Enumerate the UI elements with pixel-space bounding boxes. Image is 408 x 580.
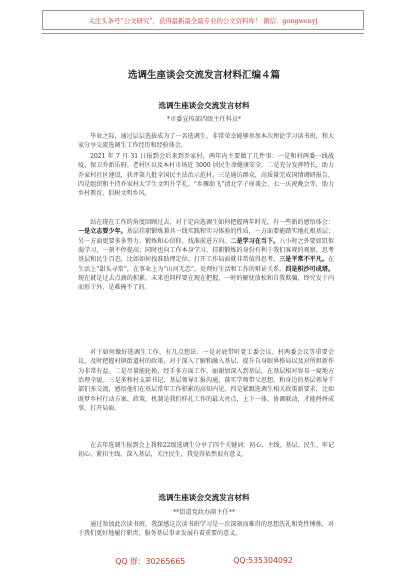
header-divider <box>42 33 364 34</box>
point-2-highlight: 二是学习在当下。 <box>230 237 280 245</box>
qq-group-number: QQ 群：30265665 <box>115 557 186 566</box>
article-1-paragraph-2: 2021 年 7 月 31 日报到会后来到乔家村，两年内主要做了几件事：一是和村两委一线战疫，保卫乔新乐府。老村区以及本村市场近 3000 居民生命健康安全。二是充分发挥特长，助力乔家村社区建设，获评第九批全国民主法治示范村。三是通访群众，高质量完成国情调研报告，四是组织和主持乔家村大学生文明升学礼。“乡雁助飞”清北学子座谈会、七一庆祝晚会等，助力乡村教育，倡树文明乡风。 <box>78 153 334 198</box>
document-title: 选调生座谈会交流发言材料汇编４篇 <box>127 70 280 81</box>
article-1-byline: *市委宣传部四级主任科员* <box>166 116 242 123</box>
point-1-text: 基层挂职锻炼兼具一线实践和实习体验的性质，一方面要能踏实地扎根基层；另一方面更要多多努力、锻炼和心信仰、找准前进方向。 <box>78 228 335 245</box>
promo-banner: 关注头条号“公文研究”，获得最新最全最专业的公文资料库！ 微信：gongwenyj <box>42 10 364 30</box>
qq-number: QQ:535304092 <box>233 556 293 565</box>
point-3-text: 在生活上“甜头寻常”，在事业上为“山河无恙”，处理好生活和工作的辩证关系。 <box>78 256 335 273</box>
article-1-paragraph-3 <box>78 218 334 293</box>
article-2-byline: **街道党政办副主任** <box>173 509 235 516</box>
point-2-text: 八小时之外要如饥似渴学习，一刻不停提高；同时也向工作本身学习。挂职锻炼的身份有利于我们客观的观察、思考基层和民生百态，比如如何找准助理定位、打开工作局面就非常值得思考。 <box>78 237 335 264</box>
article-2-title: 选调生座谈会交流发言材料 <box>158 493 250 502</box>
article-1-title: 选调生座谈会交流发言材料 <box>158 101 250 110</box>
article-1-paragraph-5: 在去年选调生报到会上我和22级选调生分享了四个关键词：初心、主线、基层、民生、牢记初心、紧扣主线、深入基层，关注民生，我觉得依然很有意义。 <box>78 442 334 459</box>
article-2-paragraph-1: 通过参加此次读书班，我深感这次读书班学习是一次深刻而难得的思想洗礼和党性锤炼，对于我们更好地履行职责、服务基层事业发展有着重要的意义。 <box>78 521 334 538</box>
contact-footer <box>0 556 408 567</box>
point-4-text: 现在就是过去点滴的积累，未来也同样要在现在把握，一时的解忧放松和自我欺骗，终究发于内而形于外，是难掩不了的。 <box>78 275 334 292</box>
point-3-highlight: 三是平常不平凡。 <box>279 256 328 264</box>
paragraph-3-intro: 站在现在工作的角度回顾过去，对于定向选调生如何把握两年时光，有一些新的感悟体会： <box>90 219 334 226</box>
point-1-highlight: 一是立志要少年。 <box>78 228 127 236</box>
point-4-highlight: 四是积沙可成塔。 <box>285 265 334 273</box>
article-1-paragraph-1: 毕业之际，通过层层选拔成为了一名选调生，非常荣幸能够参加本次理论学习读书班，和大家分享交流选调生工作经历和经验体会。 <box>78 133 334 150</box>
article-1-paragraph-4: 对于如何做好选调生工作，有几点想法：一是对底带听党工委会议、村两委会议等重要会议，及时把握村镇街道村的政策，对于深入了解和融入基层、提升自身眼界格局以及对所担新作为非常有益。二是尽量能轮换，经手多方面工作，丽谢加深入到基层，在基层相对容易一窥地方治理全貌。三是多和村支部书记、基层领导汇报沟通，落实学师带父思想，和身边的基层领导干部们多交流，感悟他们在基层常年工作积累的高知内见。四是紧跟选调生相关政策新要求，比如既梦乡村行动方案、政策，机制是我们样扎工作的最大亮点，上下一体，协调联动，才能捋捋成事，打开局面。 <box>78 349 334 413</box>
